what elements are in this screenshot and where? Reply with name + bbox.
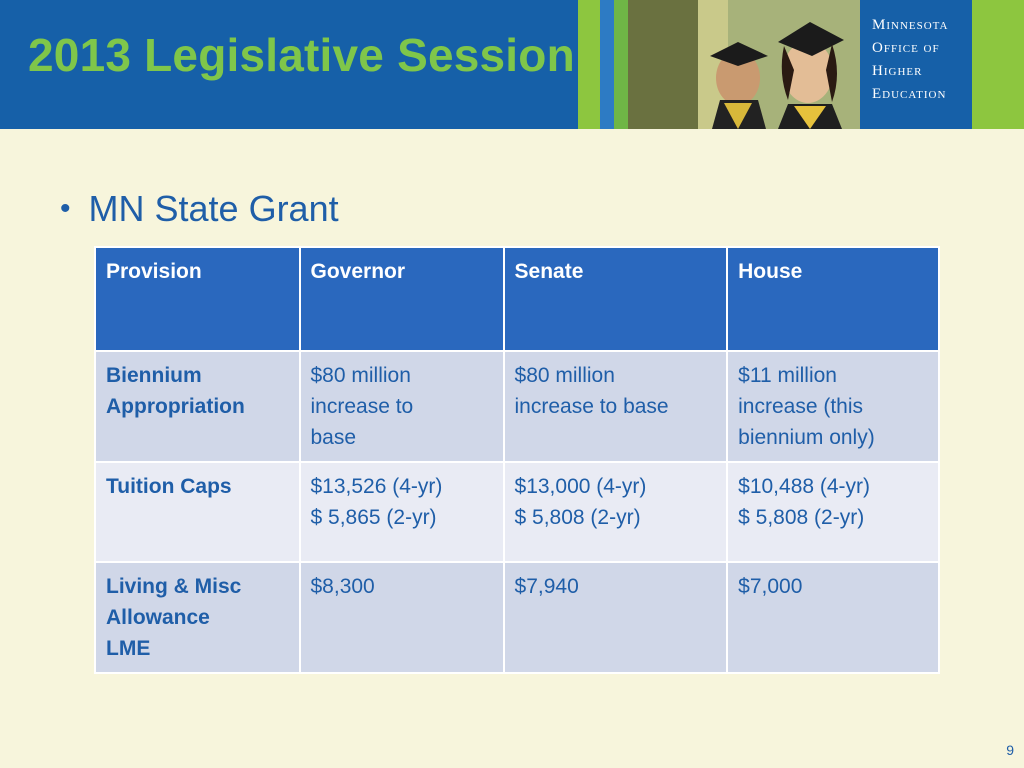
bullet-text: MN State Grant <box>88 188 339 229</box>
table-row <box>95 462 939 562</box>
senate-cell: $13,000 (4-yr) $ 5,808 (2-yr) <box>504 462 728 562</box>
logo-line: Office of <box>872 40 940 56</box>
provision-cell: Tuition Caps <box>95 462 300 562</box>
logo-line: Minnesota <box>872 17 949 33</box>
house-cell: $11 million increase (this biennium only) <box>727 351 939 462</box>
header-stripe <box>600 0 614 129</box>
slide-title: 2013 Legislative Session <box>28 29 575 81</box>
table-row <box>95 562 939 673</box>
header-stripe <box>614 0 628 129</box>
column-header-governor: Governor <box>300 247 504 351</box>
bullet-item <box>60 188 339 230</box>
header-stripe <box>578 0 600 129</box>
state-grant-table <box>94 246 940 674</box>
column-header-senate: Senate <box>504 247 728 351</box>
provision-cell: Living & Misc Allowance LME <box>95 562 300 673</box>
page-number: 9 <box>1006 742 1014 758</box>
provision-cell: Biennium Appropriation <box>95 351 300 462</box>
table-header-row <box>95 247 939 351</box>
governor-cell: $8,300 <box>300 562 504 673</box>
logo-line: Higher <box>872 63 923 79</box>
graduates-photo <box>628 0 860 129</box>
header-green-bar <box>972 0 1024 129</box>
governor-cell: $80 million increase to base <box>300 351 504 462</box>
column-header-house: House <box>727 247 939 351</box>
column-header-provision: Provision <box>95 247 300 351</box>
slide-header <box>0 0 1024 129</box>
organization-logo <box>872 14 948 106</box>
table-row <box>95 351 939 462</box>
bullet-icon: • <box>60 192 71 225</box>
senate-cell: $80 million increase to base <box>504 351 728 462</box>
house-cell: $7,000 <box>727 562 939 673</box>
senate-cell: $7,940 <box>504 562 728 673</box>
governor-cell: $13,526 (4-yr) $ 5,865 (2-yr) <box>300 462 504 562</box>
logo-line: Education <box>872 86 947 102</box>
house-cell: $10,488 (4-yr) $ 5,808 (2-yr) <box>727 462 939 562</box>
